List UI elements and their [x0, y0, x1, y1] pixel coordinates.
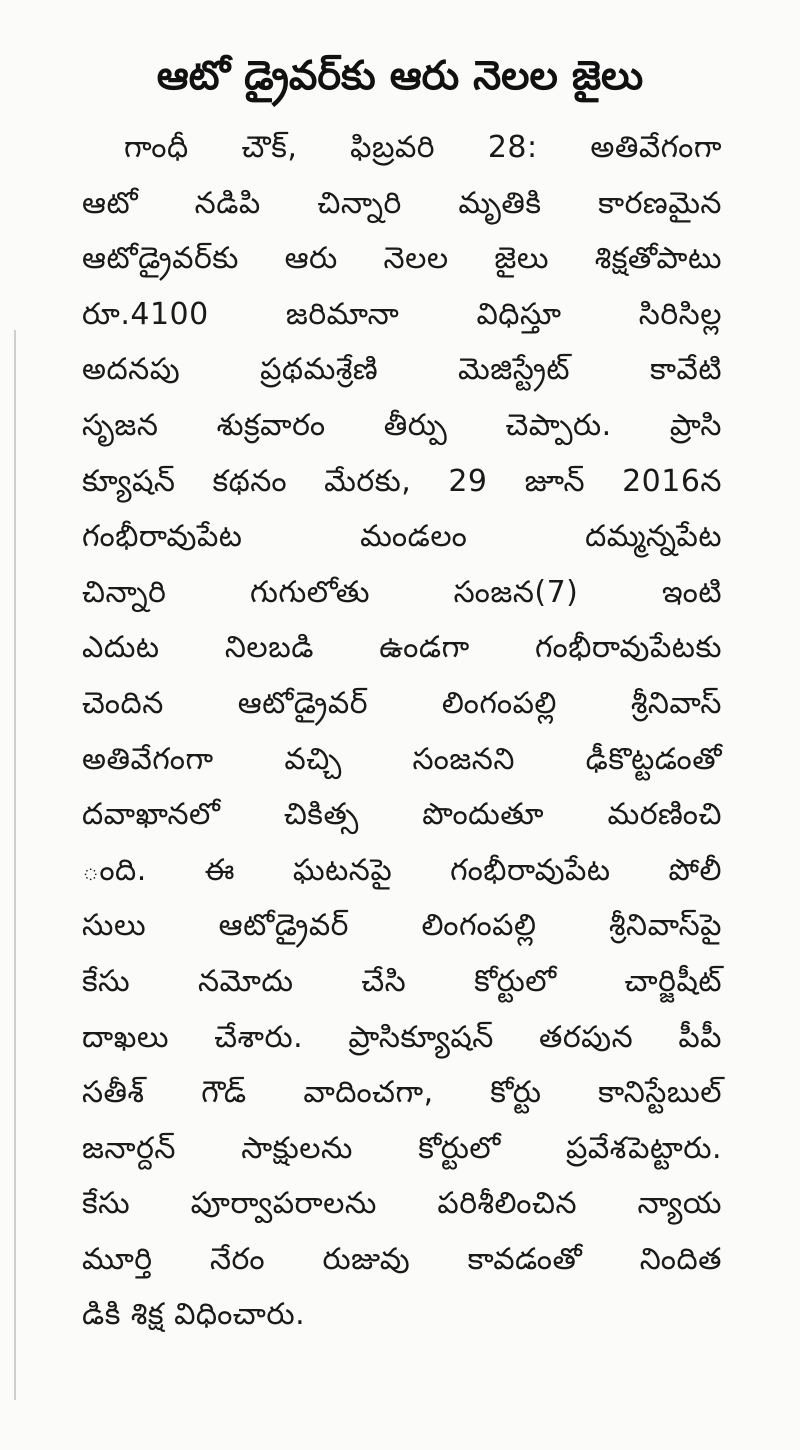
article-line: కేసు పూర్వాపరాలను పరిశీలించిన న్యాయ — [82, 1186, 722, 1222]
article-body — [82, 120, 722, 1343]
article-line: సృజన శుక్రవారం తీర్పు చెప్పారు. ప్రాసి — [82, 407, 722, 443]
article-line: సులు ఆటోడ్రైవర్ లింగంపల్లి శ్రీనివాస్‌పై — [82, 908, 722, 944]
article-line: జనార్దన్ సాక్షులను కోర్టులో ప్రవేశపెట్టారు. — [82, 1130, 722, 1166]
article-line: కేసు నమోదు చేసి కోర్టులో చార్జిషీట్ — [82, 963, 722, 999]
article-headline: ఆటో డ్రైవర్‌కు ఆరు నెలల జైలు — [156, 53, 644, 99]
article-line: చెందిన ఆటోడ్రైవర్ లింగంపల్లి శ్రీనివాస్ — [82, 685, 722, 721]
column-rule — [14, 330, 16, 1400]
article-line: దాఖలు చేశారు. ప్రాసిక్యూషన్ తరపున పీపీ — [82, 1019, 722, 1055]
article-line: అదనపు ప్రథమశ్రేణి మెజిస్ట్రేట్ కావేటి — [82, 352, 722, 388]
article-line: డికి శిక్ష విధించారు. — [82, 1297, 306, 1333]
article-line: ంది. ఈ ఘటనపై గంభీరావుపేట పోలీ — [82, 852, 722, 888]
article-line: అతివేగంగా వచ్చి సంజనని ఢీకొట్టడంతో — [82, 741, 722, 777]
article-line: గంభీరావుపేట మండలం దమ్మన్నపేట — [82, 519, 722, 555]
article-line: చిన్నారి గుగులోతు సంజన(7) ఇంటి — [82, 574, 722, 610]
article-line: ఆటోడ్రైవర్‌కు ఆరు నెలల జైలు శిక్షతోపాటు — [82, 241, 722, 277]
article-line: గాంధీ చౌక్, ఫిబ్రవరి 28: అతివేగంగా — [124, 130, 722, 165]
article-line: క్యూషన్ కథనం మేరకు, 29 జూన్ 2016న — [82, 463, 722, 499]
article-line: మూర్తి నేరం రుజువు కావడంతో నిందిత — [82, 1241, 722, 1277]
article-line: రూ.4100 జరిమానా విధిస్తూ సిరిసిల్ల — [82, 296, 722, 332]
article-line: ఎదుట నిలబడి ఉండగా గంభీరావుపేటకు — [82, 630, 722, 666]
article-line: దవాఖానలో చికిత్స పొందుతూ మరణించి — [82, 797, 722, 833]
article-line: ఆటో నడిపి చిన్నారి మృతికి కారణమైన — [82, 185, 722, 221]
article-line: సతీశ్ గౌడ్ వాదించగా, కోర్టు కానిస్టేబుల్ — [82, 1075, 722, 1111]
